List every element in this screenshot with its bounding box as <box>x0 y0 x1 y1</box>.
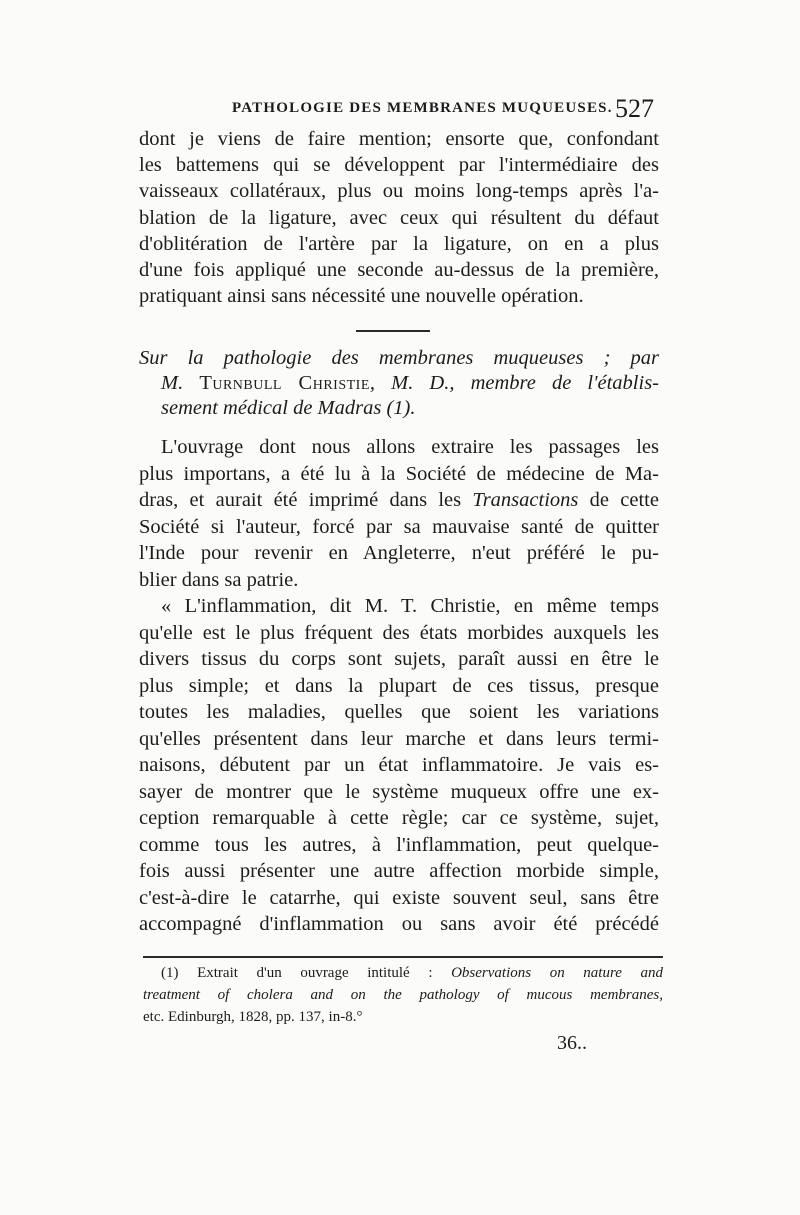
text-line: d'une fois appliqué une seconde au-dessus de la première, <box>139 259 659 282</box>
page-number: 527 <box>615 94 654 123</box>
text-line: blier dans sa patrie. <box>139 568 299 591</box>
text-line: fois aussi présenter une autre affection morbide simple, <box>139 860 659 882</box>
signature-mark: 36.. <box>557 1032 587 1054</box>
text-line: Société si l'auteur, forcé par sa mauvaise santé de quitter <box>139 515 659 538</box>
text-line: ception remarquable à cette règle; car ce système, sujet, <box>139 807 659 829</box>
footnote-divider <box>143 956 663 958</box>
article-body <box>139 434 659 938</box>
heading-prefix: M. <box>161 372 200 394</box>
footnote <box>143 962 663 1028</box>
intro-paragraph <box>139 126 659 309</box>
text-line: divers tissus du corps sont sujets, paraît aussi en être le <box>139 648 659 670</box>
heading-suffix: , M. D., membre de l'établis- <box>369 372 659 394</box>
heading-line: Sur la pathologie des membranes muqueuses ; par <box>139 347 659 369</box>
article-heading <box>139 346 659 421</box>
text-line: sayer de montrer que le système muqueux offre une ex- <box>139 780 659 803</box>
footnote-line: treatment of cholera and on the pathology of mucous membranes, <box>143 987 663 1003</box>
text-fragment: dras, et aurait été imprimé dans les <box>139 489 473 511</box>
text-line: l'Inde pour revenir en Angleterre, n'eut préféré le pu- <box>139 542 659 564</box>
text-line: vaisseaux collatéraux, plus ou moins long-temps après l'a- <box>139 180 659 203</box>
footnote-line: etc. Edinburgh, 1828, pp. 137, in-8.° <box>143 1009 363 1025</box>
text-line <box>139 487 659 514</box>
text-line: pratiquant ainsi sans nécessité une nouvelle opération. <box>139 285 584 308</box>
text-line: L'ouvrage dont nous allons extraire les passages les <box>161 436 659 458</box>
author-name: Turnbull Christie <box>199 372 370 394</box>
text-line: toutes les maladies, quelles que soient les variations <box>139 701 659 723</box>
text-line: les battemens qui se développent par l'intermédiaire des <box>139 154 659 177</box>
running-head: PATHOLOGIE DES MEMBRANES MUQUEUSES. <box>232 100 613 116</box>
footnote-text: (1) Extrait d'un ouvrage intitulé : <box>161 965 452 981</box>
text-line: comme tous les autres, à l'inflammation, peut quelque- <box>139 833 659 856</box>
cited-title: Observations on nature and <box>451 965 663 981</box>
text-line: accompagné d'inflammation ou sans avoir été précédé <box>139 913 659 935</box>
text-line: qu'elles présentent dans leur marche et dans leurs termi- <box>139 727 659 750</box>
heading-line <box>139 371 659 396</box>
text-line: blation de la ligature, avec ceux qui résultent du défaut <box>139 206 659 229</box>
text-line: naisons, débutent par un état inflammatoire. Je vais es- <box>139 754 659 776</box>
heading-line: sement médical de Madras (1). <box>161 397 416 419</box>
journal-title: Transactions <box>472 489 579 511</box>
section-divider <box>356 330 430 332</box>
text-line: qu'elle est le plus fréquent des états morbides auxquels les <box>139 621 659 644</box>
text-line: c'est-à-dire le catarrhe, qui existe souvent seul, sans être <box>139 886 659 909</box>
text-fragment: de cette <box>578 489 659 511</box>
text-line: plus importans, a été lu à la Société de médecine de Ma- <box>139 462 659 485</box>
text-line: dont je viens de faire mention; ensorte que, confondant <box>139 128 659 150</box>
text-line: d'oblitération de l'artère par la ligature, on en a plus <box>139 232 659 255</box>
text-line: « L'inflammation, dit M. T. Christie, en même temps <box>161 595 659 617</box>
footnote-line <box>143 962 663 984</box>
text-line: plus simple; et dans la plupart de ces tissus, presque <box>139 674 659 697</box>
